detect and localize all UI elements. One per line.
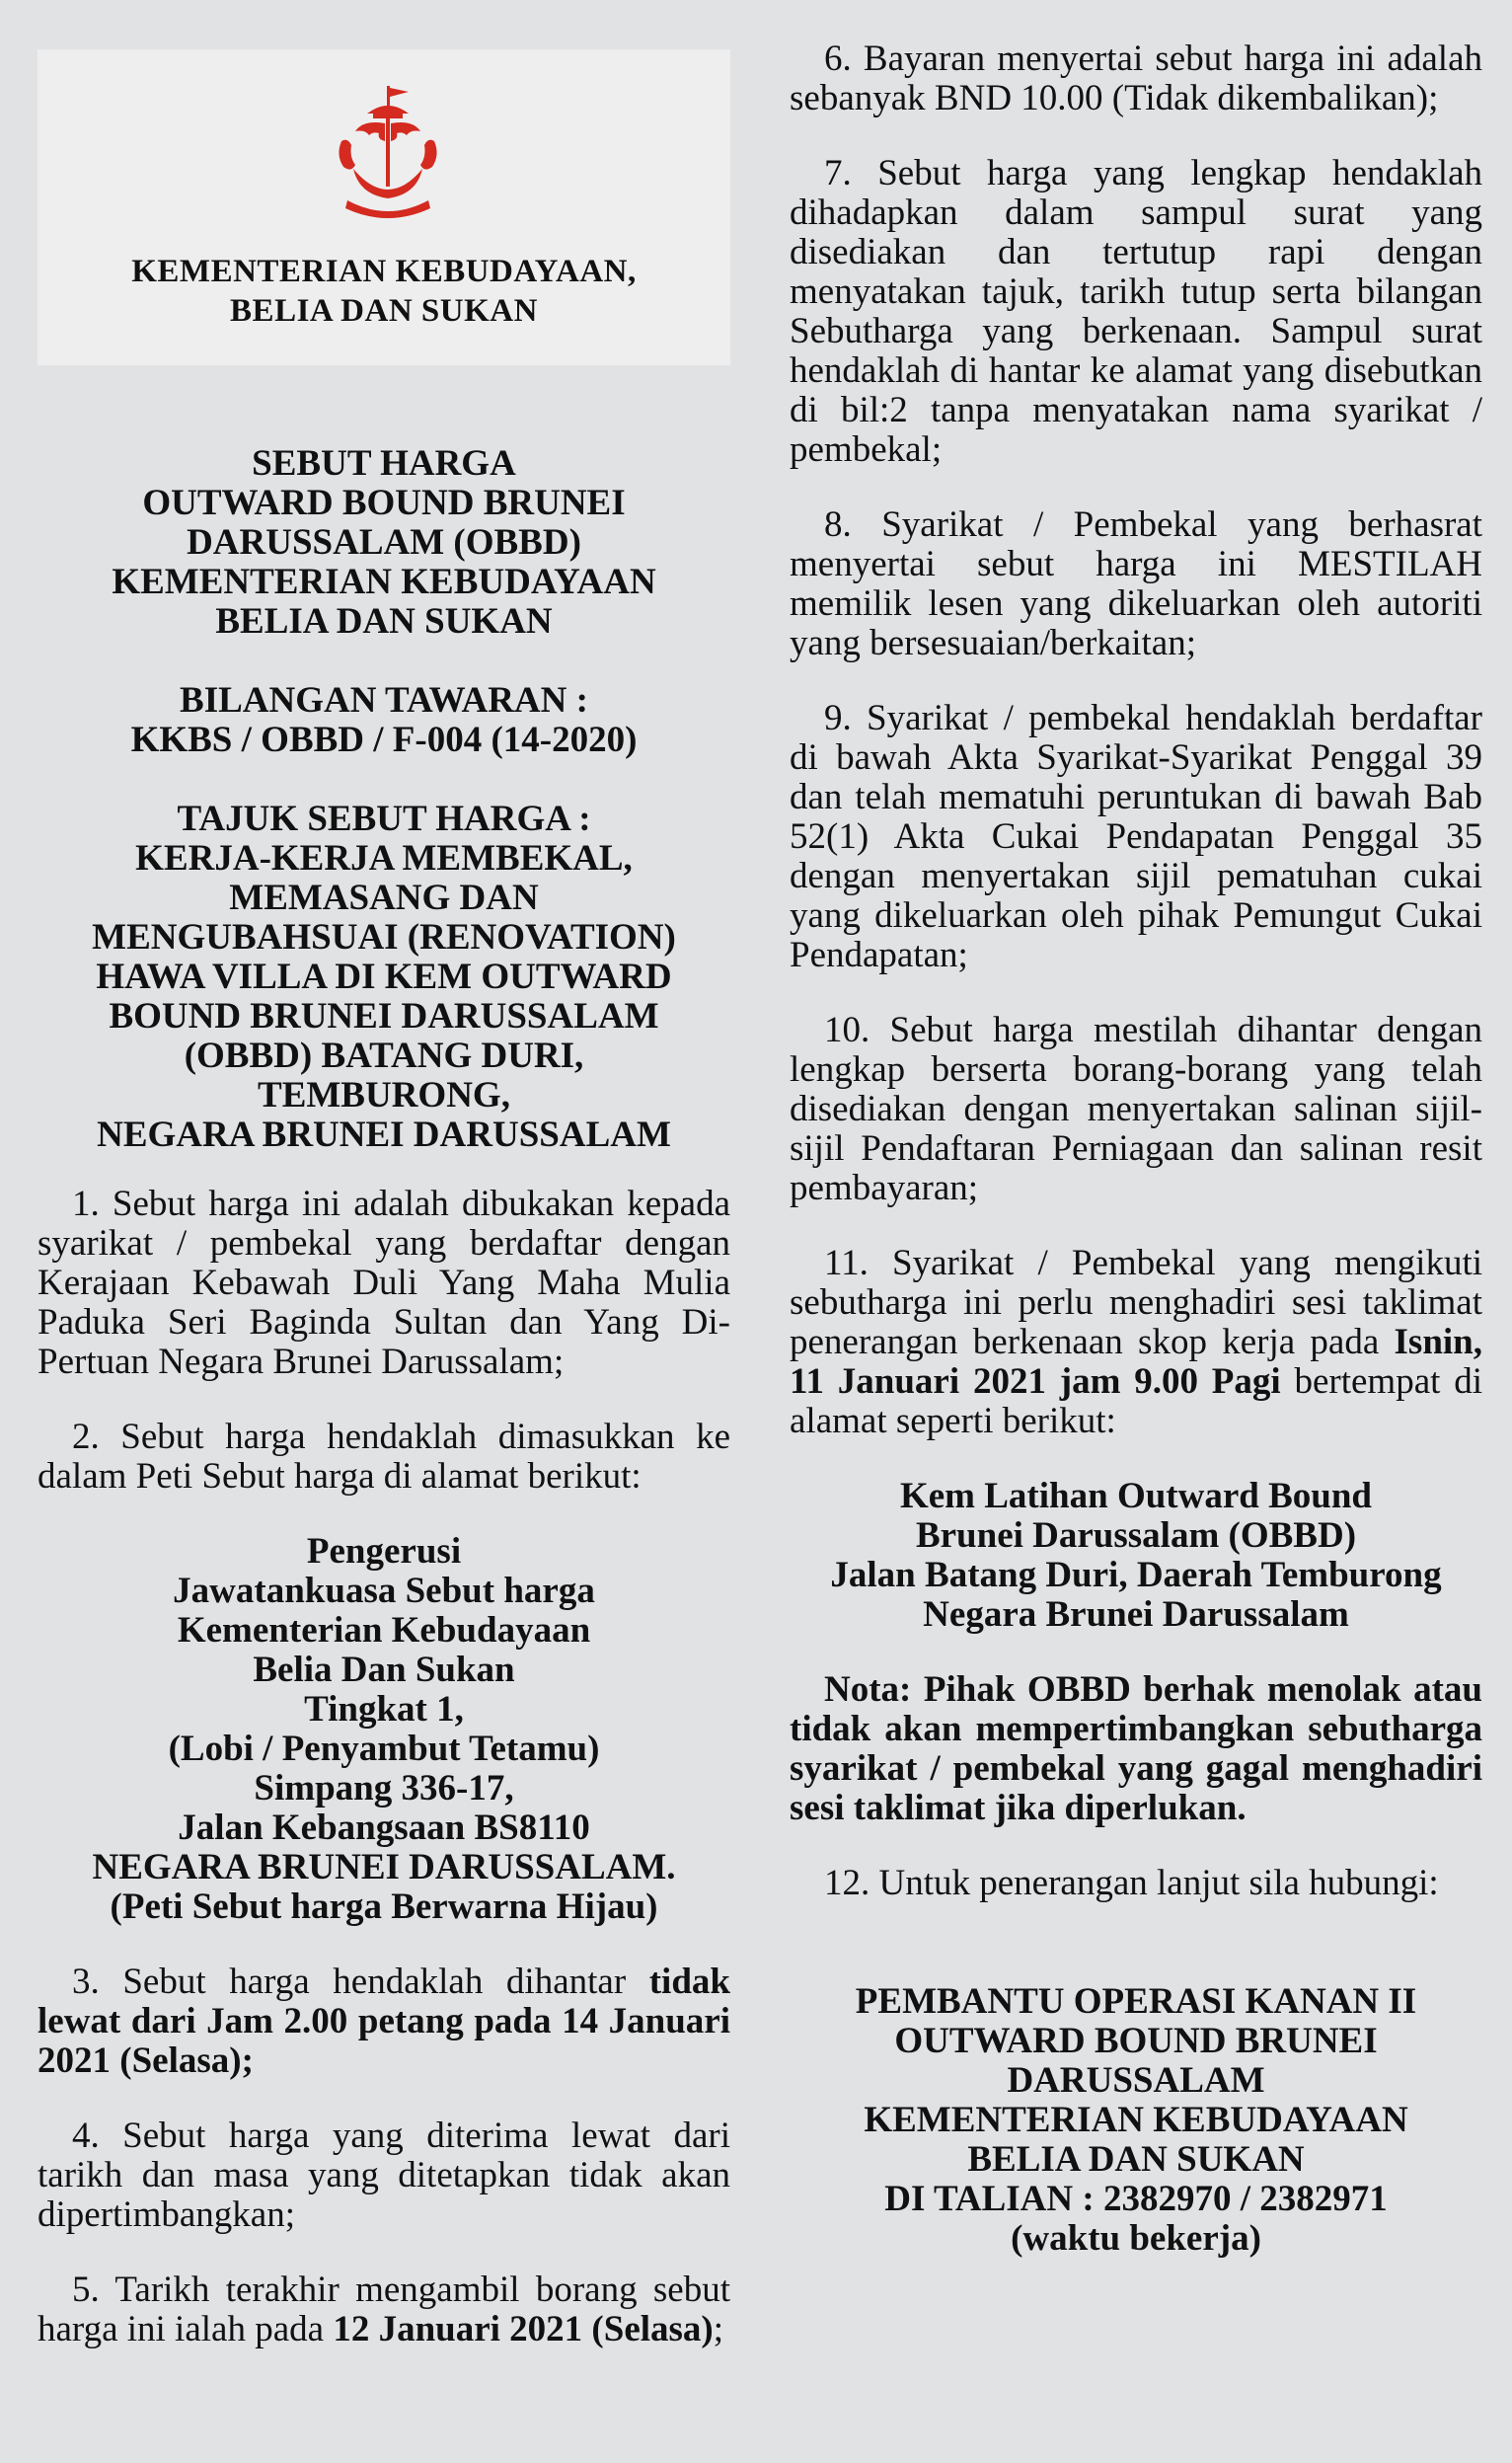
- item-3: [38, 1963, 730, 2081]
- brunei-crest-icon: [334, 84, 442, 227]
- item-11-end: bertempat di alamat seperti berikut:: [790, 1361, 1482, 1441]
- left-column: [38, 39, 730, 2349]
- right-column: [790, 39, 1482, 2259]
- item-11-text: 11. Syarikat / Pembekal yang mengikuti sebutharga ini perlu menghadiri sesi taklimat penerangan berkenaan skop kerja pada: [790, 1243, 1482, 1362]
- contact-block: PEMBANTU OPERASI KANAN II OUTWARD BOUND BRUNEI DARUSSALAM KEMENTERIAN KEBUDAYAAN BELIA DAN SUKAN DI TALIAN : 2382970 / 2382971 (waktu bekerja): [855, 1981, 1417, 2259]
- item-11-date: Isnin, 11 Januari 2021 jam 9.00 Pagi: [790, 1322, 1482, 1402]
- note: Nota: Pihak OBBD berhak menolak atau tidak akan mempertimbangkan sebutharga syarikat / pembekal yang gagal menghadiri sesi taklimat jika diperlukan.: [790, 1669, 1482, 1828]
- item-9: 9. Syarikat / pembekal hendaklah berdaftar di bawah Akta Syarikat-Syarikat Penggal 39 dan telah mematuhi peruntukan di bawah Bab 52(1) Akta Cukai Pendapatan Penggal 35 dengan menyertakan sijil pematuhan cukai yang dikeluarkan oleh pihak Pemungut Cukai Pendapatan;: [790, 698, 1482, 975]
- notice-title: SEBUT HARGA OUTWARD BOUND BRUNEI DARUSSALAM (OBBD) KEMENTERIAN KEBUDAYAAN BELIA DAN SUKAN: [112, 443, 656, 642]
- item-6: 6. Bayaran menyertai sebut harga ini adalah sebanyak BND 10.00 (Tidak dikembalikan);: [790, 38, 1482, 118]
- tender-number: BILANGAN TAWARAN : KKBS / OBBD / F-004 (14-2020): [130, 680, 638, 760]
- item-5: [38, 2271, 730, 2349]
- item-12: 12. Untuk penerangan lanjut sila hubungi:: [824, 1863, 1439, 1903]
- item-5-date: 12 Januari 2021 (Selasa): [333, 2309, 714, 2349]
- item-4: 4. Sebut harga yang diterima lewat dari tarikh dan masa yang ditetapkan tidak akan dipertimbangkan;: [38, 2116, 730, 2235]
- item-3-deadline: tidak lewat dari Jam 2.00 petang pada 14 Januari 2021 (Selasa);: [38, 1962, 730, 2081]
- item-3-text: 3. Sebut harga hendaklah dihantar: [72, 1962, 649, 2002]
- tender-subject: TAJUK SEBUT HARGA : KERJA-KERJA MEMBEKAL, MEMASANG DAN MENGUBAHSUAI (RENOVATION) HAWA VILLA DI KEM OUTWARD BOUND BRUNEI DARUSSALAM (OBBD) BATANG DURI, TEMBURONG, NEGARA BRUNEI DARUSSALAM: [92, 799, 676, 1155]
- item-11: [790, 1244, 1482, 1441]
- item-8: 8. Syarikat / Pembekal yang berhasrat menyertai sebut harga ini MESTILAH memilik lesen yang dikeluarkan oleh autoriti yang bersesuaian/berkaitan;: [790, 504, 1482, 663]
- submission-address: Pengerusi Jawatankuasa Sebut harga Kementerian Kebudayaan Belia Dan Sukan Tingkat 1, (Lobi / Penyambut Tetamu) Simpang 336-17, Jalan Kebangsaan BS8110 NEGARA BRUNEI DARUSSALAM. (Peti Sebut harga Berwarna Hijau): [92, 1531, 676, 1927]
- ministry-header: [38, 49, 730, 365]
- briefing-address: Kem Latihan Outward Bound Brunei Darussalam (OBBD) Jalan Batang Duri, Daerah Temburong Negara Brunei Darussalam: [830, 1476, 1442, 1635]
- item-10: 10. Sebut harga mestilah dihantar dengan lengkap berserta borang-borang yang telah disediakan dengan menyertakan salinan sijil-sijil Pendaftaran Perniagaan dan salinan resit pembayaran;: [790, 1010, 1482, 1208]
- item-7: 7. Sebut harga yang lengkap hendaklah dihadapkan dalam sampul surat yang disediakan dan tertutup rapi dengan menyatakan tajuk, tarikh tutup serta bilangan Sebutharga yang berkenaan. Sampul surat hendaklah di hantar ke alamat yang disebutkan di bil:2 tanpa menyatakan nama syarikat / pembekal;: [790, 153, 1482, 470]
- item-5-end: ;: [713, 2309, 724, 2349]
- item-5-text: 5. Tarikh terakhir mengambil borang sebut harga ini ialah pada: [38, 2270, 730, 2349]
- item-2: 2. Sebut harga hendaklah dimasukkan ke dalam Peti Sebut harga di alamat berikut:: [38, 1417, 730, 1497]
- ministry-name: KEMENTERIAN KEBUDAYAAN, BELIA DAN SUKAN: [131, 254, 637, 329]
- item-1: 1. Sebut harga ini adalah dibukakan kepada syarikat / pembekal yang berdaftar dengan Kerajaan Kebawah Duli Yang Maha Mulia Paduka Seri Baginda Sultan dan Yang Di-Pertuan Negara Brunei Darussalam;: [38, 1184, 730, 1382]
